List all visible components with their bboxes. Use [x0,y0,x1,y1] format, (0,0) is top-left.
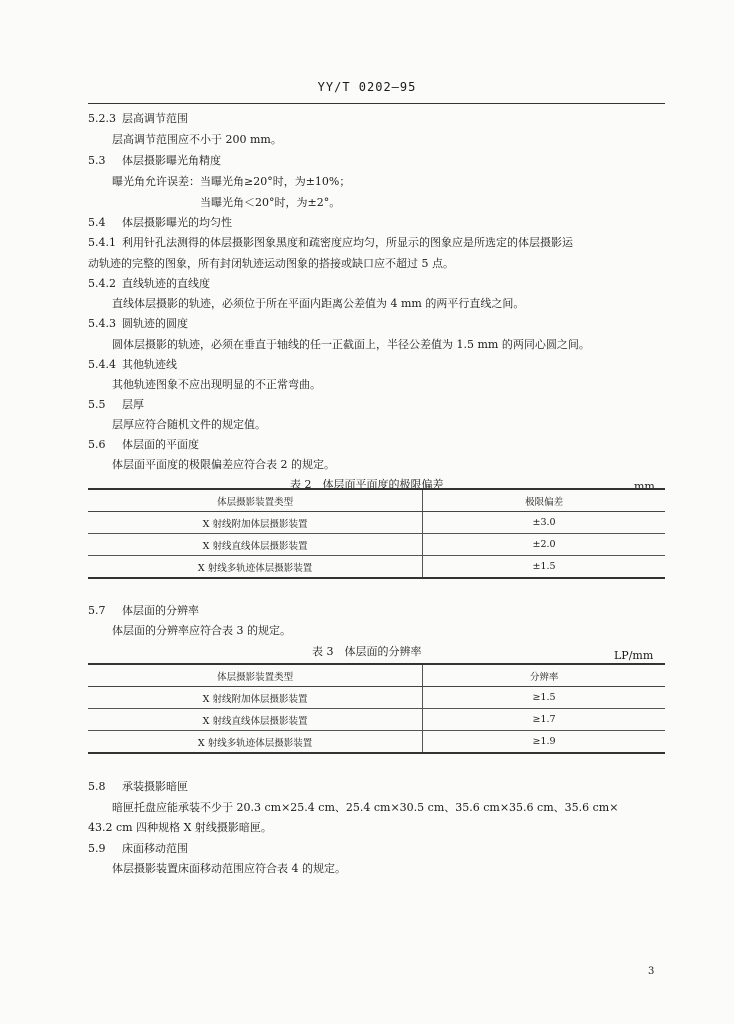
section-heading: 5.4.1 利用针孔法测得的体层摄影图象黑度和疏密度应均匀，所显示的图象应是所选定的体层摄影运 [88,236,573,249]
table-cell: X 射线多轨迹体层摄影装置 [88,556,423,579]
paragraph-line: 当曝光角＜20°时，为±2°。 [200,196,341,209]
paragraph-line: 曝光角允许误差：当曝光角≥20°时，为±10%； [112,175,351,188]
table-row [88,687,665,709]
table3-caption: 表 3 体层面的分辨率 [312,645,422,658]
table-cell: ±1.5 [423,556,665,579]
table2-caption: 表 2 体层面平面度的极限偏差 [290,478,444,491]
table3-unit: LP/mm [614,649,654,662]
table2 [88,488,665,579]
section-heading: 5.4 体层摄影曝光的均匀性 [88,216,232,229]
paragraph-line: 直线体层摄影的轨迹，必须位于所在平面内距离公差值为 4 mm 的两平行直线之间。 [112,297,525,310]
paragraph-line: 暗匣托盘应能承装不少于 20.3 cm×25.4 cm、25.4 cm×30.5 cm、35.6 cm×35.6 cm、35.6 cm× [112,801,619,814]
paragraph-line: 圆体层摄影的轨迹，必须在垂直于轴线的任一正截面上，半径公差值为 1.5 mm 的两同心圆之间。 [112,338,590,351]
section-heading: 5.2.3 层高调节范围 [88,112,188,125]
paragraph-line: 体层面平面度的极限偏差应符合表 2 的规定。 [112,458,335,471]
column-header: 体层摄影装置类型 [88,664,423,687]
section-heading: 5.5 层厚 [88,398,144,411]
table-cell: X 射线直线体层摄影装置 [88,534,423,556]
table-row [88,731,665,754]
table-cell: ≥1.7 [423,709,665,731]
paragraph-line: 动轨迹的完整的图象，所有封闭轨迹运动图象的搭接或缺口应不超过 5 点。 [88,257,454,270]
paragraph-line: 体层面的分辨率应符合表 3 的规定。 [112,624,291,637]
document-code-header: YY/T 0202—95 [317,80,417,94]
section-heading: 5.4.2 直线轨迹的直线度 [88,277,210,290]
table-cell: X 射线附加体层摄影装置 [88,687,423,709]
paragraph-line: 层高调节范围应不小于 200 mm。 [112,133,282,146]
table-header-row [88,664,665,687]
table-header-row [88,489,665,512]
table2-unit: mm [634,480,655,493]
table-cell: ≥1.5 [423,687,665,709]
paragraph-line: 体层摄影装置床面移动范围应符合表 4 的规定。 [112,862,346,875]
section-heading: 5.9 床面移动范围 [88,842,188,855]
section-heading: 5.4.3 圆轨迹的圆度 [88,317,188,330]
section-heading: 5.4.4 其他轨迹线 [88,358,177,371]
header-rule [88,103,665,104]
table-row [88,709,665,731]
section-heading: 5.8 承装摄影暗匣 [88,780,188,793]
page-number: 3 [648,966,655,977]
table-row [88,512,665,534]
paragraph-line: 其他轨迹图象不应出现明显的不正常弯曲。 [112,378,321,391]
paragraph-line: 层厚应符合随机文件的规定值。 [112,418,266,431]
column-header: 体层摄影装置类型 [88,489,423,512]
section-heading: 5.7 体层面的分辨率 [88,604,199,617]
table-cell: X 射线直线体层摄影装置 [88,709,423,731]
table-row [88,534,665,556]
section-heading: 5.3 体层摄影曝光角精度 [88,154,221,167]
column-header: 极限偏差 [423,489,665,512]
table3 [88,663,665,754]
table-cell: X 射线多轨迹体层摄影装置 [88,731,423,754]
column-header: 分辨率 [423,664,665,687]
table-cell: ±2.0 [423,534,665,556]
table-cell: ±3.0 [423,512,665,534]
section-heading: 5.6 体层面的平面度 [88,438,199,451]
paragraph-line: 43.2 cm 四种规格 X 射线摄影暗匣。 [88,821,272,834]
table-cell: ≥1.9 [423,731,665,754]
table-row [88,556,665,579]
table-cell: X 射线附加体层摄影装置 [88,512,423,534]
